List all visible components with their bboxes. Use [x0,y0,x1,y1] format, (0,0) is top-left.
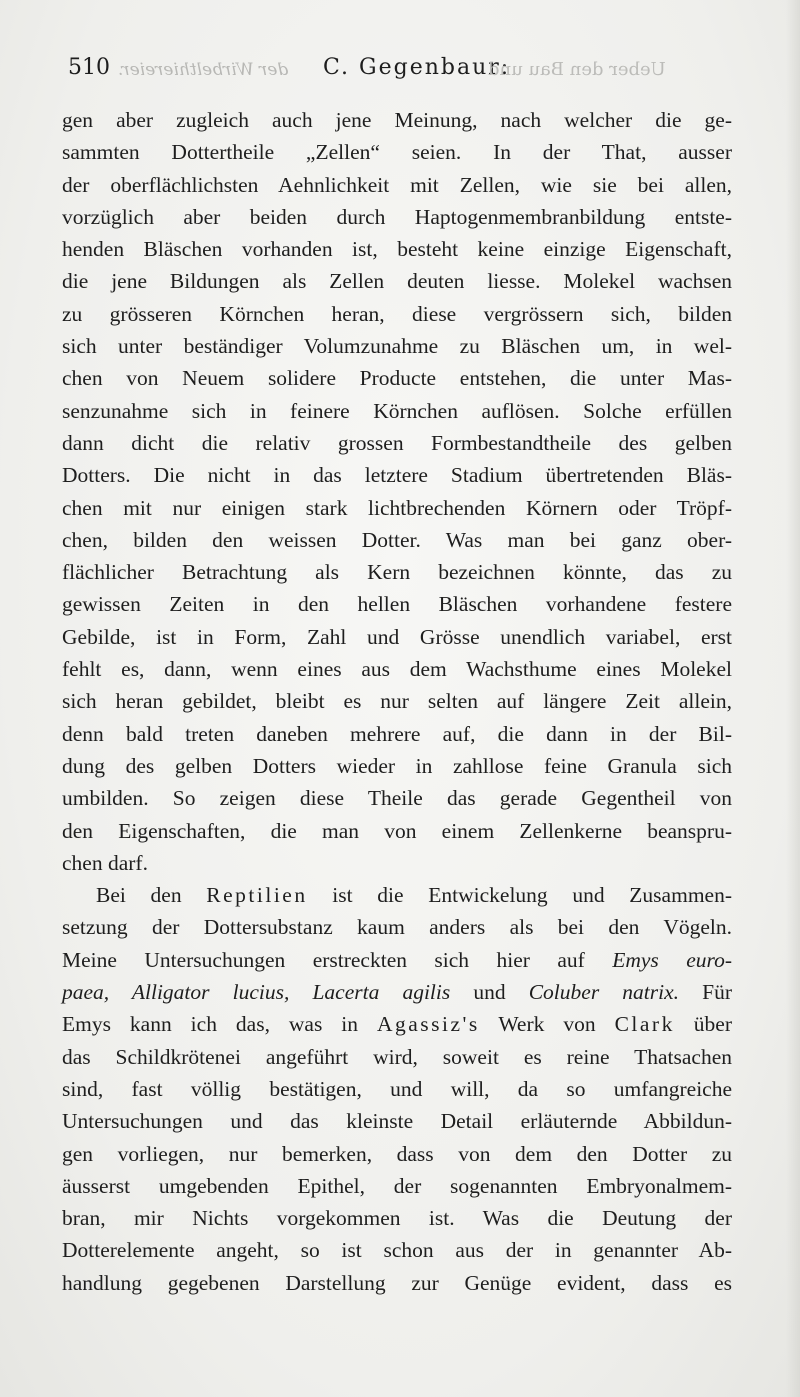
text-line: chen von Neuem solidere Producte entstehen, die unter Mas- [62,366,732,391]
text-line [62,976,732,1008]
text-run: und [450,980,529,1005]
text-line: sich unter beständiger Volumzunahme zu Bläschen um, in wel- [62,334,732,359]
text-line [62,879,732,911]
bleed-through-text-right: Ueber den Bau und [488,59,666,80]
text-run: Werk von [479,1012,615,1037]
text-line: den Eigenschaften, die man von einem Zellenkerne beanspru- [62,818,732,843]
text-line: zu grösseren Körnchen heran, diese vergrössern sich, bilden [62,301,732,326]
text-line: gewissen Zeiten in den hellen Bläschen vorhandene festere [62,592,732,617]
text-line: setzung der Dottersubstanz kaum anders als bei den Vögeln. [62,915,732,940]
text-run: ist die Entwickelung und Zusammen- [307,883,732,908]
text-line: das Schildkrötenei angeführt wird, soweit es reine Thatsachen [62,1044,732,1069]
text-run: Für [679,980,733,1005]
text-line: fehlt es, dann, wenn eines aus dem Wachsthume eines Molekel [62,657,732,682]
text-line: der oberflächlichsten Aehnlichkeit mit Zellen, wie sie bei allen, [62,172,732,197]
text-line: senzunahme sich in feinere Körnchen auflösen. Solche erfüllen [62,398,732,423]
text-line: chen mit nur einigen stark lichtbrechenden Körnern oder Tröpf- [62,495,732,520]
text-line: die jene Bildungen als Zellen deuten liesse. Molekel wachsen [62,269,732,294]
text-line: gen aber zugleich auch jene Meinung, nach welcher die ge- [62,108,732,132]
body-text [62,104,732,1299]
text-run: über [674,1012,733,1037]
author-name: Agassiz's [376,1012,480,1037]
text-line: sind, fast völlig bestätigen, und will, da so umfangreiche [62,1076,732,1101]
text-line: sammten Dottertheile „Zellen“ seien. In der That, ausser [62,140,732,165]
text-line: flächlicher Betrachtung als Kern bezeichnen könnte, das zu [62,560,732,585]
bleed-through-text-left: der Wirbelthiereier. [118,60,289,80]
text-line: äusserst umgebenden Epithel, der sogenannten Embryonalmem- [62,1173,732,1198]
text-line: handlung gegebenen Darstellung zur Genüge evident, dass es [62,1270,732,1295]
species-name: Emys euro- [612,947,732,972]
text-line [62,944,732,976]
text-line: sich heran gebildet, bleibt es nur selten auf längere Zeit allein, [62,689,732,714]
page-edge-shading [786,0,800,1397]
text-line: vorzüglich aber beiden durch Haptogenmembranbildung entste- [62,204,732,229]
species-names: paea, Alligator lucius, Lacerta agilis [62,980,451,1005]
text-line: bran, mir Nichts vorgekommen ist. Was die Deutung der [62,1206,732,1231]
text-line: Untersuchungen und das kleinste Detail erläuternde Abbildun- [62,1109,732,1134]
text-run: Bei den [96,883,207,908]
spaced-term: Reptilien [206,883,308,908]
text-line: gen vorliegen, nur bemerken, dass von dem den Dotter zu [62,1141,732,1166]
text-line: Dotterelemente angeht, so ist schon aus der in genannter Ab- [62,1238,732,1263]
page-number: 510 [68,55,110,80]
author-name: Clark [614,1012,675,1037]
text-line: Gebilde, ist in Form, Zahl und Grösse unendlich variabel, erst [62,624,732,649]
text-line: umbilden. So zeigen diese Theile das gerade Gegentheil von [62,786,732,811]
running-head [68,52,728,84]
text-run: Emys kann ich das, was in [62,1012,377,1037]
text-line: dung des gelben Dotters wieder in zahllose feine Granula sich [62,753,732,778]
species-name: Coluber natrix. [528,980,680,1005]
text-line: denn bald treten daneben mehrere auf, die dann in der Bil- [62,721,732,746]
running-head-title: C. Gegenbaur: [323,55,511,80]
text-line [62,1008,732,1040]
text-line: henden Bläschen vorhanden ist, besteht keine einzige Eigenschaft, [62,237,732,262]
text-run: Meine Untersuchungen erstreckten sich hier auf [62,947,613,972]
text-line: chen, bilden den weissen Dotter. Was man bei ganz ober- [62,527,732,552]
text-line: chen darf. [62,850,148,875]
text-line: dann dicht die relativ grossen Formbestandtheile des gelben [62,430,732,455]
text-line: Dotters. Die nicht in das letztere Stadium übertretenden Bläs- [62,463,732,488]
